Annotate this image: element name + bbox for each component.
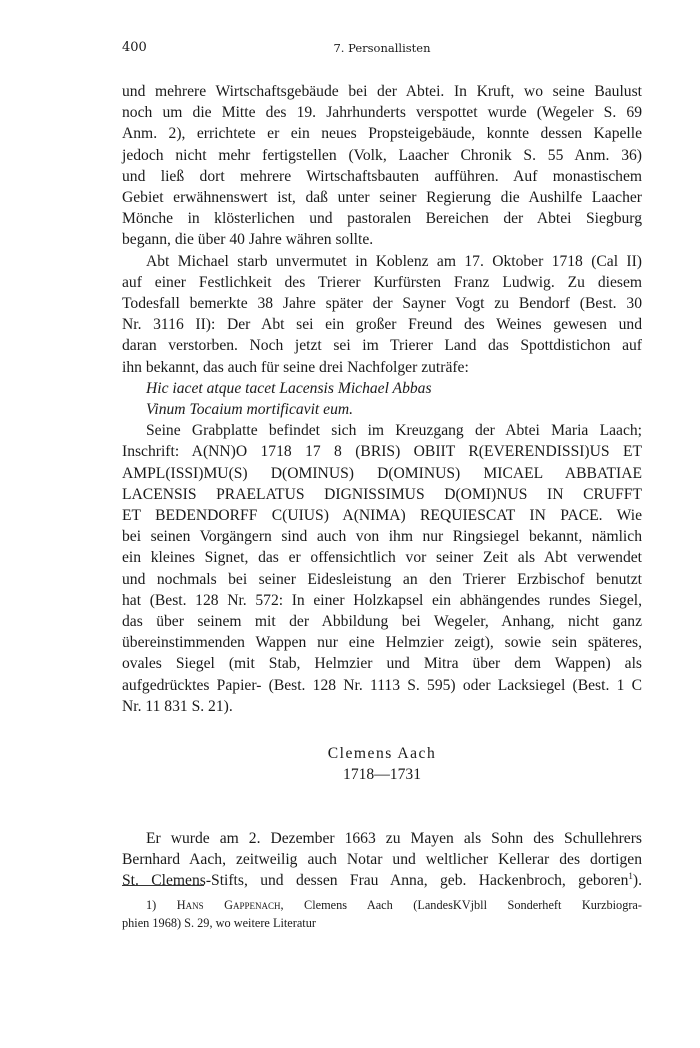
body-line: Mönche in klösterlichen und pastoralen Bereichen der Abtei Siegburg (122, 210, 642, 228)
body-line: noch um die Mitte des 19. Jahrhunderts verspottet wurde (Wegeler S. 69 (122, 104, 642, 122)
section-heading-years: 1718—1731 (343, 766, 421, 783)
body-line: und mehrere Wirtschaftsgebäude bei der Abtei. In Kruft, wo seine Baulust (122, 83, 642, 100)
latin-verse-line: Hic iacet atque tacet Lacensis Michael Abbas (146, 379, 432, 397)
footnote (122, 896, 642, 932)
body-line: übereinstimmenden Wappen nur eine Helmzier zeigt), sowie sein späteres, (122, 634, 642, 652)
body-line: Bernhard Aach, zeitweilig auch Notar und weltlicher Kellerar des dortigen (122, 851, 642, 869)
body-line: Er wurde am 2. Dezember 1663 zu Mayen als Sohn des Schullehrers (146, 830, 642, 847)
page-number: 400 (122, 40, 147, 55)
footnote-author: Hans Gappenach (176, 898, 281, 912)
body-text (122, 81, 642, 717)
body-line: ein kleines Signet, das er offensichtlich vor seiner Zeit als Abt verwendet (122, 549, 642, 567)
section-heading-name: Clemens Aach (327, 745, 437, 762)
body-line: auf einer Festlichkeit des Trierer Kurfürsten Franz Ludwig. Zu diesem (122, 273, 642, 291)
page-header (122, 40, 642, 60)
body-line: Nr. 11 831 S. 21). (122, 697, 233, 715)
inscription-line: ET BEDENDORFF C(UIUS) A(NIMA) REQUIESCAT IN PACE. Wie (122, 507, 642, 525)
body-line: Seine Grabplatte befindet sich im Kreuzgang der Abtei Maria Laach; (146, 422, 642, 440)
body-line: ovales Siegel (mit Stab, Helmzier und Mitra über dem Wappen) als (122, 655, 642, 673)
body-line: und nochmals bei seiner Eidesleistung an den Trierer Erzbischof benutzt (122, 570, 642, 588)
section-body-text (122, 828, 642, 892)
inscription-line: AMPL(ISSI)MU(S) D(OMINUS) D(OMINUS) MICAEL ABBATIAE (122, 464, 642, 482)
body-line: Anm. 2), errichtete er ein neues Propsteigebäude, konnte dessen Kapelle (122, 125, 642, 143)
body-line: ihn bekannt, das auch für seine drei Nachfolger zuträfe: (122, 358, 469, 376)
body-line: hat (Best. 128 Nr. 572: In einer Holzkapsel ein abhängendes rundes Siegel, (122, 591, 642, 609)
body-line: Abt Michael starb unvermutet in Koblenz am 17. Oktober 1718 (Cal II) (146, 252, 642, 270)
body-line: Nr. 3116 II): Der Abt sei ein großer Freund des Weines gewesen und (122, 316, 642, 334)
body-line: daran verstorben. Noch jetzt sei im Trierer Land das Spottdistichon auf (122, 337, 642, 355)
footnote-marker: 1) (146, 898, 157, 912)
footnote-reference: 1 (628, 871, 633, 882)
body-line: und ließ dort mehrere Wirtschaftsbauten aufführen. Auf monastischem (122, 167, 642, 185)
footnote-line: phien 1968) S. 29, wo weitere Literatur (122, 916, 316, 930)
body-line: aufgedrücktes Papier- (Best. 128 Nr. 1113 S. 595) oder Lacksiegel (Best. 1 C (122, 676, 642, 694)
body-line-text: St. Clemens-Stifts, und dessen Frau Anna, geb. Hackenbroch, geboren (122, 872, 629, 890)
body-line: bei seinen Vorgängern sind auch von ihm nur Ringsiegel bekannt, nämlich (122, 528, 642, 546)
body-line: begann, die über 40 Jahre währen sollte. (122, 231, 374, 249)
body-line: das über seinem mit der Abbildung bei Wegeler, Anhang, nicht ganz (122, 613, 642, 631)
inscription-line: LACENSIS PRAELATUS DIGNISSIMUS D(OMI)NUS IN CRUFFT (122, 485, 642, 503)
footnote-line (122, 896, 642, 914)
body-line: Gebiet erwähnenswert ist, daß unter seiner Regierung die Aushilfe Laacher (122, 189, 642, 207)
footnote-divider (122, 885, 204, 886)
body-line: jedoch nicht mehr fertigstellen (Volk, Laacher Chronik S. 55 Anm. 36) (122, 146, 642, 164)
latin-verse-line: Vinum Tocaium mortificavit eum. (146, 401, 354, 419)
body-line: Todesfall bemerkte 38 Jahre später der Sayner Vogt zu Bendorf (Best. 30 (122, 295, 642, 313)
running-head: 7. Personallisten (333, 41, 431, 55)
body-line: St. Clemens-Stifts, und dessen Frau Anna, geb. Hackenbroch, geboren$^1$). (122, 871, 642, 890)
footnote-text: , Clemens Aach (LandesKVjbll Sonderheft Kurzbiogra- (280, 898, 642, 912)
inscription-line: Inschrift: A(NN)O 1718 17 8 (BRIS) OBIIT R(EVERENDISSI)US ET (122, 443, 642, 461)
